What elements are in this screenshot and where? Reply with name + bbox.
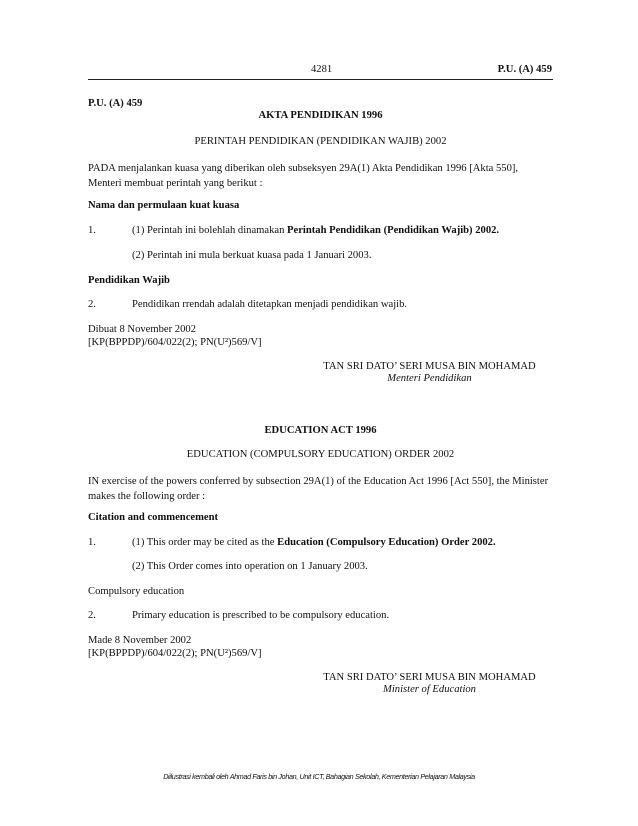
english-s1-number: 1. bbox=[88, 537, 96, 548]
malay-s1-number: 1. bbox=[88, 225, 96, 236]
header-ref: P.U. (A) 459 bbox=[497, 64, 552, 75]
malay-s1-heading: Nama dan permulaan kuat kuasa bbox=[88, 200, 240, 211]
english-s1-para1 bbox=[132, 537, 496, 548]
malay-signatory-title: Menteri Pendidikan bbox=[387, 373, 472, 384]
english-act-title: EDUCATION ACT 1996 bbox=[264, 425, 377, 436]
english-made-date: Made 8 November 2002 bbox=[88, 635, 192, 646]
footer-credit: Diilustrasi kembali oleh Ahmad Faris bin Johan, Unit ICT, Bahagian Sekolah, Kementerian Pelajaran Malaysia bbox=[163, 772, 475, 781]
english-order-title: EDUCATION (COMPULSORY EDUCATION) ORDER 2002 bbox=[186, 449, 455, 460]
malay-s2-number: 2. bbox=[88, 299, 96, 310]
malay-s2-text: Pendidikan rrendah adalah ditetapkan menjadi pendidikan wajib. bbox=[132, 299, 408, 310]
english-order-citation: Education (Compulsory Education) Order 2002. bbox=[277, 537, 496, 548]
english-s2-text: Primary education is prescribed to be compulsory education. bbox=[132, 610, 390, 621]
english-s2-number: 2. bbox=[88, 610, 96, 621]
malay-s1-para1-text: (1) Perintah ini bolehlah dinamakan bbox=[132, 225, 288, 236]
english-s1-para2: (2) This Order comes into operation on 1 January 2003. bbox=[132, 561, 368, 572]
malay-signatory: TAN SRI DATO’ SERI MUSA BIN MOHAMAD bbox=[323, 361, 536, 372]
english-signatory: TAN SRI DATO’ SERI MUSA BIN MOHAMAD bbox=[323, 672, 536, 683]
english-s2-heading: Compulsory education bbox=[88, 586, 185, 597]
malay-file-ref: [KP(BPPDP)/604/022(2); PN(U²)569/V] bbox=[88, 337, 262, 348]
english-signatory-title: Minister of Education bbox=[383, 684, 476, 695]
malay-s2-heading: Pendidikan Wajib bbox=[88, 275, 170, 286]
malay-preamble: PADA menjalankan kuasa yang diberikan oleh subseksyen 29A(1) Akta Pendidikan 1996 [Akta 550], Menteri membuat perintah yang berikut : bbox=[88, 163, 519, 189]
malay-order-title: PERINTAH PENDIDIKAN (PENDIDIKAN WAJIB) 2002 bbox=[194, 136, 447, 147]
malay-s1-para1 bbox=[132, 225, 499, 236]
malay-s1-para2: (2) Perintah ini mula berkuat kuasa pada 1 Januari 2003. bbox=[132, 250, 372, 261]
english-s1-para1-text: (1) This order may be cited as the bbox=[132, 537, 278, 548]
page-number: 4281 bbox=[311, 64, 333, 75]
malay-order-citation: Perintah Pendidikan (Pendidikan Wajib) 2002. bbox=[287, 225, 500, 236]
english-preamble: IN exercise of the powers conferred by subsection 29A(1) of the Education Act 1996 [Act 550], the Minister makes the following order : bbox=[88, 476, 549, 502]
english-file-ref: [KP(BPPDP)/604/022(2); PN(U²)569/V] bbox=[88, 648, 262, 659]
header-rule bbox=[88, 79, 553, 80]
malay-ref: P.U. (A) 459 bbox=[88, 98, 143, 109]
malay-act-title: AKTA PENDIDIKAN 1996 bbox=[258, 110, 383, 121]
english-s1-heading: Citation and commencement bbox=[88, 512, 219, 523]
malay-made-date: Dibuat 8 November 2002 bbox=[88, 324, 196, 335]
